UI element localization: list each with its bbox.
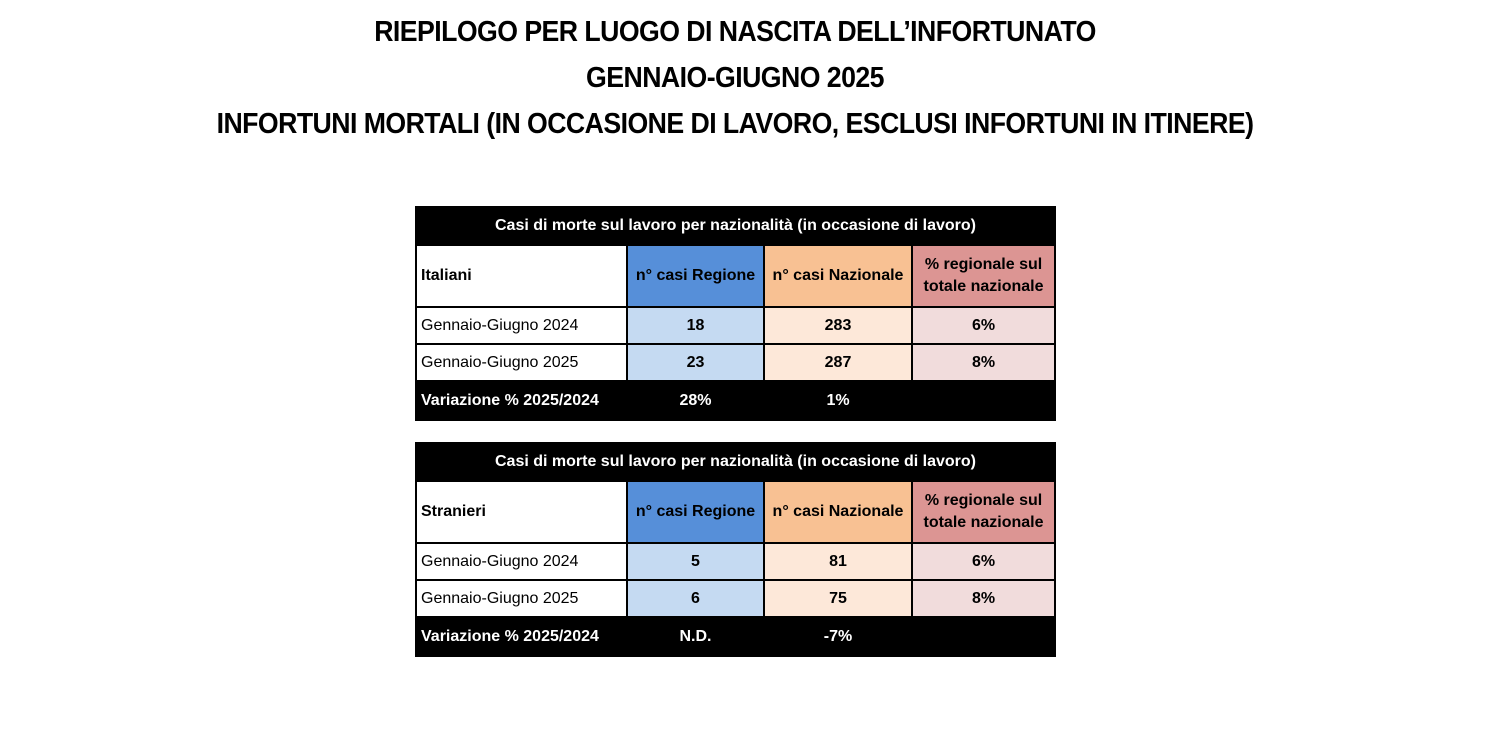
table-caption-row (416, 207, 1055, 245)
col-header-percent-line2: totale nazionale (923, 514, 1044, 531)
percent-cell: 6% (912, 307, 1055, 344)
percent-cell: 8% (912, 580, 1055, 617)
col-header-percent-line1: % regionale sul (924, 256, 1043, 273)
table-header-row (416, 481, 1055, 543)
percent-cell: 6% (912, 543, 1055, 580)
col-header-regione: n° casi Regione (627, 245, 764, 307)
page-subtitle-description: INFORTUNI MORTALI (IN OCCASIONE DI LAVORO, ESCLUSI INFORTUNI IN ITINERE) (216, 108, 1254, 140)
variation-regione: 28% (627, 381, 764, 420)
period-cell: Gennaio-Giugno 2025 (416, 580, 627, 617)
table-caption-row (416, 443, 1055, 481)
regione-cell: 18 (627, 307, 764, 344)
variation-empty (912, 381, 1055, 420)
table-header-row (416, 245, 1055, 307)
regione-cell: 5 (627, 543, 764, 580)
group-label: Italiani (416, 245, 627, 307)
variation-empty (912, 617, 1055, 656)
table-caption: Casi di morte sul lavoro per nazionalità (in occasione di lavoro) (416, 443, 1055, 481)
table-caption: Casi di morte sul lavoro per nazionalità (in occasione di lavoro) (416, 207, 1055, 245)
variation-row (416, 381, 1055, 420)
table-row (416, 580, 1055, 617)
percent-cell: 8% (912, 344, 1055, 381)
col-header-percent (912, 245, 1055, 307)
page-title: RIEPILOGO PER LUOGO DI NASCITA DELL’INFORTUNATO (374, 16, 1096, 48)
variation-nazionale: 1% (764, 381, 912, 420)
table-row (416, 307, 1055, 344)
variation-row (416, 617, 1055, 656)
table-row (416, 344, 1055, 381)
table-row (416, 543, 1055, 580)
variation-regione: N.D. (627, 617, 764, 656)
col-header-regione: n° casi Regione (627, 481, 764, 543)
regione-cell: 6 (627, 580, 764, 617)
col-header-nazionale: n° casi Nazionale (764, 481, 912, 543)
page-subtitle-period: GENNAIO-GIUGNO 2025 (586, 62, 884, 94)
variation-label: Variazione % 2025/2024 (416, 617, 627, 656)
nazionale-cell: 75 (764, 580, 912, 617)
col-header-percent (912, 481, 1055, 543)
col-header-nazionale: n° casi Nazionale (764, 245, 912, 307)
period-cell: Gennaio-Giugno 2025 (416, 344, 627, 381)
nazionale-cell: 287 (764, 344, 912, 381)
group-label: Stranieri (416, 481, 627, 543)
period-cell: Gennaio-Giugno 2024 (416, 543, 627, 580)
nazionale-cell: 81 (764, 543, 912, 580)
italiani-table (415, 206, 1056, 421)
period-cell: Gennaio-Giugno 2024 (416, 307, 627, 344)
regione-cell: 23 (627, 344, 764, 381)
variation-nazionale: -7% (764, 617, 912, 656)
nazionale-cell: 283 (764, 307, 912, 344)
variation-label: Variazione % 2025/2024 (416, 381, 627, 420)
col-header-percent-line2: totale nazionale (923, 278, 1044, 295)
col-header-percent-line1: % regionale sul (924, 492, 1043, 509)
stranieri-table (415, 442, 1056, 657)
